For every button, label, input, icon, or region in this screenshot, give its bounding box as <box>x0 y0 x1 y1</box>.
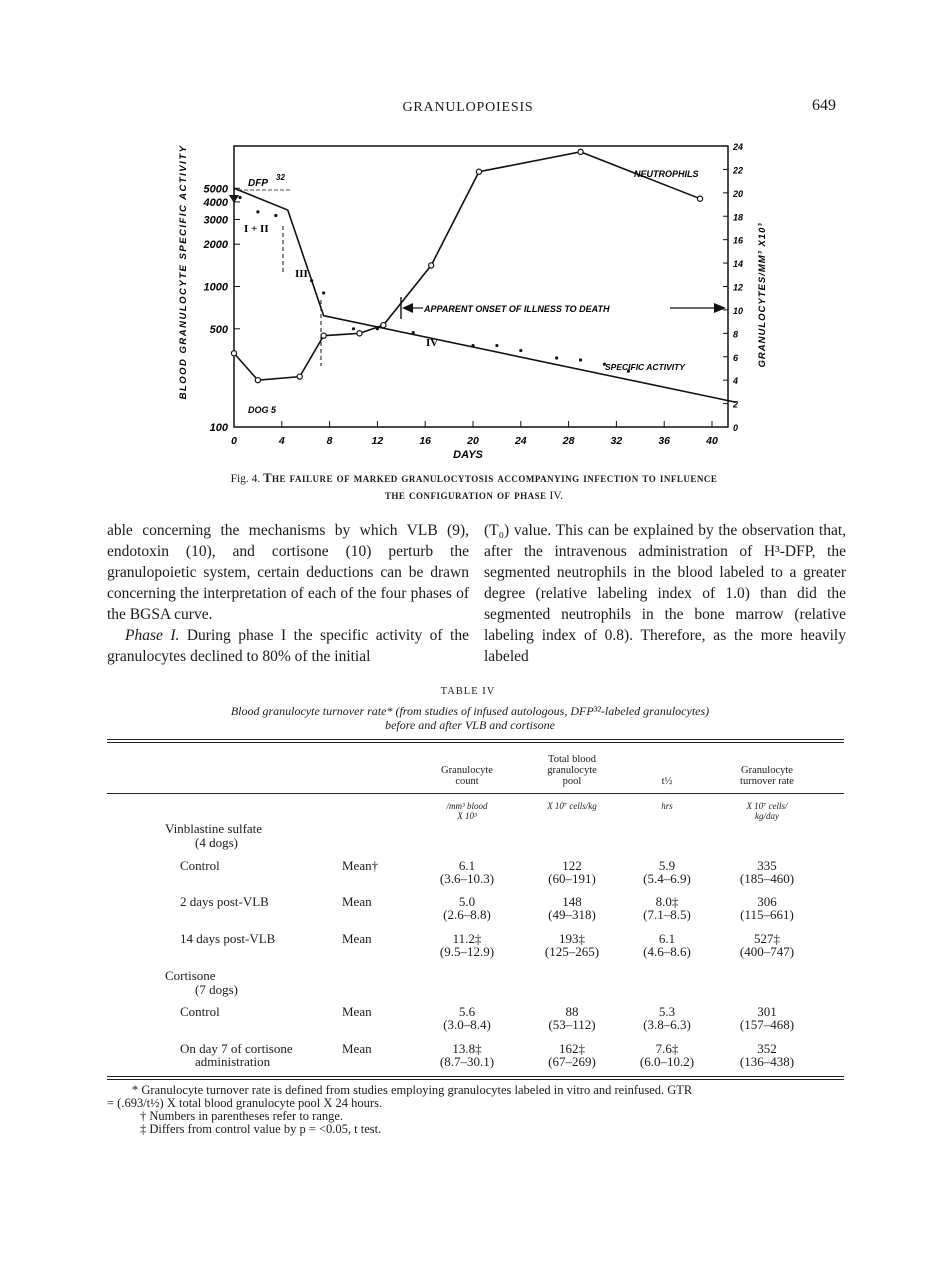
cell-count-range: (2.6–8.8) <box>443 907 491 922</box>
cell-thalf-range: (3.8–6.3) <box>643 1017 691 1032</box>
y-tick-label: 1000 <box>203 281 228 294</box>
dfp-superscript: 32 <box>276 173 285 182</box>
cell-thalf: 7.6‡ <box>655 1041 679 1056</box>
y2-tick-label: 8 <box>733 329 739 340</box>
header-rate-line-1: Granulocyte <box>741 765 793 776</box>
cell-rate-range: (400–747) <box>739 944 795 959</box>
footnote-3: ‡ Differs from control value by p = <0.05, t test. <box>140 1122 382 1136</box>
cell-pool: 148 <box>562 894 582 909</box>
phase-i-heading: Phase I. <box>125 627 180 644</box>
cell-thalf: 5.3 <box>658 1004 676 1019</box>
y-right-ticks <box>723 142 744 433</box>
cell-thalf-range: (6.0–10.2) <box>639 1054 695 1069</box>
y2-tick-label: 4 <box>733 376 739 387</box>
phase-1-2-label: I + II <box>244 223 269 235</box>
data-point <box>297 374 302 379</box>
cell-rate-range: (115–661) <box>740 907 794 922</box>
cell-rate: 301 <box>757 1004 777 1019</box>
data-point <box>322 291 325 294</box>
row-name: 2 days post-VLB <box>180 894 269 909</box>
header-pool-line-3: pool <box>562 776 582 787</box>
data-point <box>274 214 277 217</box>
table-label: TABLE IV <box>440 686 496 697</box>
running-title: GRANULOPOIESIS <box>402 100 534 115</box>
row-name: On day 7 of cortisone <box>180 1041 293 1056</box>
unit-count <box>407 801 527 821</box>
x-tick-label: 32 <box>610 435 623 447</box>
cell-thalf: 6.1 <box>658 931 676 946</box>
table-caption-line-2: before and after VLB and cortisone <box>385 718 555 732</box>
cell-pool: 122 <box>562 858 582 873</box>
cell-thalf-range: (4.6–8.6) <box>643 944 691 959</box>
table-caption <box>170 704 770 732</box>
cell-pool: 193‡ <box>559 931 585 946</box>
table-bottom-rule-1 <box>107 1076 844 1077</box>
data-point <box>429 263 434 268</box>
data-point <box>476 169 481 174</box>
figure-caption <box>172 470 776 504</box>
phase-3-label: III <box>295 268 308 280</box>
table-caption-line-1: Blood granulocyte turnover rate* (from studies of infused autologous, DFP³²-labeled granulocytes) <box>230 704 710 718</box>
header-turnover-rate <box>707 765 827 787</box>
left-paragraph-2 <box>107 625 469 667</box>
unit-rate-line-2: kg/day <box>755 811 779 821</box>
cell-thalf: 5.9 <box>658 858 676 873</box>
cell-rate-range: (185–460) <box>739 871 795 886</box>
header-count-line-2: count <box>455 776 479 787</box>
figure-4-chart <box>0 0 936 470</box>
y-tick-label: 500 <box>209 323 228 336</box>
unit-count-line-2: X 10³ <box>457 811 477 821</box>
y2-tick-label: 16 <box>733 235 744 246</box>
data-point <box>555 356 558 359</box>
footnote-1: * Granulocyte turnover rate is defined from studies employing granulocytes labeled in vitro and reinfused. GTR <box>132 1083 693 1097</box>
dog-label: DOG 5 <box>248 405 277 415</box>
header-count-line-1: Granulocyte <box>441 765 493 776</box>
footnote-1-cont: = (.693/t½) X total blood granulocyte pool X 24 hours. <box>107 1096 383 1110</box>
y2-tick-label: 18 <box>733 212 744 223</box>
row-name: Control <box>180 1004 220 1019</box>
cell-rate-range: (157–468) <box>739 1017 795 1032</box>
y-tick-label: 2000 <box>203 239 228 252</box>
phase-i-text: During phase I the specific activity of the granulocytes declined to 80% of the initial <box>107 627 469 665</box>
specific-activity-label: SPECIFIC ACTIVITY <box>605 362 685 372</box>
x-tick-label: 36 <box>658 435 671 447</box>
row-stat: Mean <box>342 1041 372 1056</box>
cell-count-range: (3.0–8.4) <box>443 1017 491 1032</box>
cell-count: 5.6 <box>458 1004 476 1019</box>
unit-rate <box>707 801 827 821</box>
cell-pool: 88 <box>565 1004 579 1019</box>
cell-pool-range: (125–265) <box>544 944 600 959</box>
cell-rate: 527‡ <box>754 931 780 946</box>
y-tick-label: 3000 <box>203 214 228 227</box>
data-point <box>495 344 498 347</box>
cell-count-range: (9.5–12.9) <box>439 944 495 959</box>
y2-tick-label: 12 <box>733 282 744 293</box>
header-granulocyte-count <box>407 765 527 787</box>
cell-pool-range: (53–112) <box>548 1017 596 1032</box>
footnote-2: † Numbers in parentheses refer to range. <box>140 1109 344 1123</box>
y2-tick-label: 2 <box>733 399 739 410</box>
x-tick-label: 16 <box>419 435 432 447</box>
phase-4-label: IV <box>426 337 439 349</box>
group-sub-vlb: (4 dogs) <box>195 835 238 850</box>
group-label-cortisone: Cortisone <box>165 968 216 983</box>
data-point <box>578 149 583 154</box>
header-pool-line-1: Total blood <box>548 754 596 765</box>
table-bottom-rule-2 <box>107 1079 844 1080</box>
data-point <box>310 279 313 282</box>
cell-pool-range: (67–269) <box>548 1054 596 1069</box>
data-point <box>231 351 236 356</box>
page-number: 649 <box>812 97 836 114</box>
row-stat: Mean <box>342 931 372 946</box>
row-name-line-2: administration <box>195 1054 271 1069</box>
y2-tick-label: 24 <box>733 142 744 152</box>
data-point <box>579 358 582 361</box>
unit-rate-line-1: X 10⁷ cells/ <box>746 801 788 811</box>
y2-tick-label: 20 <box>733 188 744 199</box>
data-point <box>697 196 702 201</box>
x-tick-label: 24 <box>514 435 527 447</box>
data-point <box>357 331 362 336</box>
row-name: Control <box>180 858 220 873</box>
data-point <box>238 196 241 199</box>
cell-thalf-range: (7.1–8.5) <box>643 907 691 922</box>
cell-rate: 306 <box>757 894 777 909</box>
data-point <box>321 333 326 338</box>
cell-count: 6.1 <box>458 858 476 873</box>
cell-pool-range: (60–191) <box>548 871 596 886</box>
caption-phase: IV. <box>549 490 564 502</box>
cell-rate-range: (136–438) <box>739 1054 795 1069</box>
body-column-right <box>484 520 846 667</box>
right-paragraph-1: (T₀) value. This can be explained by the observation that, after the intravenous administration of H³-DFP, the segmented neutrophils in the blood labeled to a greater degree (relative labeling index of 1.0) than did the segmented neutrophils in the bone marrow (relative labeling index of 0.8). Therefore, as the more heavily labeled <box>484 522 846 665</box>
x-tick-label: 0 <box>231 435 237 447</box>
data-point <box>519 349 522 352</box>
table-header-rule <box>107 793 844 794</box>
header-total-pool <box>512 754 632 787</box>
dfp-label: DFP <box>248 178 268 189</box>
cell-count: 5.0 <box>458 894 476 909</box>
onset-right-arrowhead <box>714 303 726 313</box>
y2-tick-label: 0 <box>733 423 739 433</box>
cell-count: 11.2‡ <box>452 931 482 946</box>
caption-line-2: the configuration of phase <box>384 488 547 502</box>
left-paragraph-1: able concerning the mechanisms by which VLB (9), endotoxin (10), and cortisone (10) perturb the granulopoietic system, certain deductions can be drawn concerning the interpretation of each of the four phases of the BGSA curve. <box>107 522 469 623</box>
body-column-left <box>107 520 469 667</box>
x-tick-label: 8 <box>326 435 333 447</box>
data-point <box>471 344 474 347</box>
cell-count-range: (3.6–10.3) <box>439 871 495 886</box>
caption-fig-number: Fig. 4. <box>230 473 261 485</box>
x-axis-ticks <box>231 421 718 447</box>
unit-pool: X 10⁷ cells/kg <box>547 801 597 811</box>
y2-tick-label: 10 <box>733 305 744 316</box>
table-footnotes <box>107 1083 844 1136</box>
row-stat: Mean <box>342 1004 372 1019</box>
unit-count-line-1: /mm³ blood <box>446 801 488 811</box>
header-pool-line-2: granulocyte <box>547 765 597 776</box>
cell-rate: 335 <box>757 858 777 873</box>
cell-pool: 162‡ <box>559 1041 585 1056</box>
row-stat: Mean† <box>342 858 379 873</box>
table-top-rule-1 <box>107 739 844 740</box>
data-point <box>381 323 386 328</box>
y-right-axis-title: GRANULOCYTES/MM³ X10³ <box>757 222 768 368</box>
x-tick-label: 28 <box>562 435 575 447</box>
row-stat: Mean <box>342 894 372 909</box>
row-name: 14 days post-VLB <box>180 931 276 946</box>
data-point <box>256 210 259 213</box>
y-tick-label: 5000 <box>203 183 228 196</box>
table-top-rule-2 <box>107 742 844 743</box>
header-rate-line-2: turnover rate <box>740 776 794 787</box>
x-tick-label: 4 <box>278 435 285 447</box>
cell-count-range: (8.7–30.1) <box>439 1054 495 1069</box>
data-point <box>412 331 415 334</box>
y-tick-label: 4000 <box>203 196 228 209</box>
header-t-half: t½ <box>661 776 673 787</box>
cell-rate: 352 <box>757 1041 777 1056</box>
cell-pool-range: (49–318) <box>548 907 596 922</box>
y-tick-label: 100 <box>209 422 228 434</box>
y2-tick-label: 6 <box>733 352 739 363</box>
onset-left-arrowhead <box>402 303 413 313</box>
data-point <box>352 327 355 330</box>
cell-thalf-range: (5.4–6.9) <box>643 871 691 886</box>
group-sub-cortisone: (7 dogs) <box>195 982 238 997</box>
y-left-axis-title: BLOOD GRANULOCYTE SPECIFIC ACTIVITY <box>178 144 189 400</box>
x-axis-title: DAYS <box>453 449 483 461</box>
onset-label: APPARENT ONSET OF ILLNESS TO DEATH <box>424 304 610 314</box>
y2-tick-label: 14 <box>733 259 744 270</box>
y2-tick-label: 22 <box>733 165 744 176</box>
caption-line-1: The failure of marked granulocytosis accompanying infection to influence <box>263 471 718 485</box>
x-tick-label: 12 <box>371 435 384 447</box>
data-point <box>255 378 260 383</box>
x-tick-label: 20 <box>467 435 479 447</box>
cell-count: 13.8‡ <box>452 1041 482 1056</box>
cell-thalf: 8.0‡ <box>655 894 679 909</box>
unit-t-half: hrs <box>661 801 673 811</box>
x-tick-label: 40 <box>706 435 718 447</box>
neutrophils-label: NEUTROPHILS <box>634 169 699 179</box>
group-label-vlb: Vinblastine sulfate <box>165 821 263 836</box>
